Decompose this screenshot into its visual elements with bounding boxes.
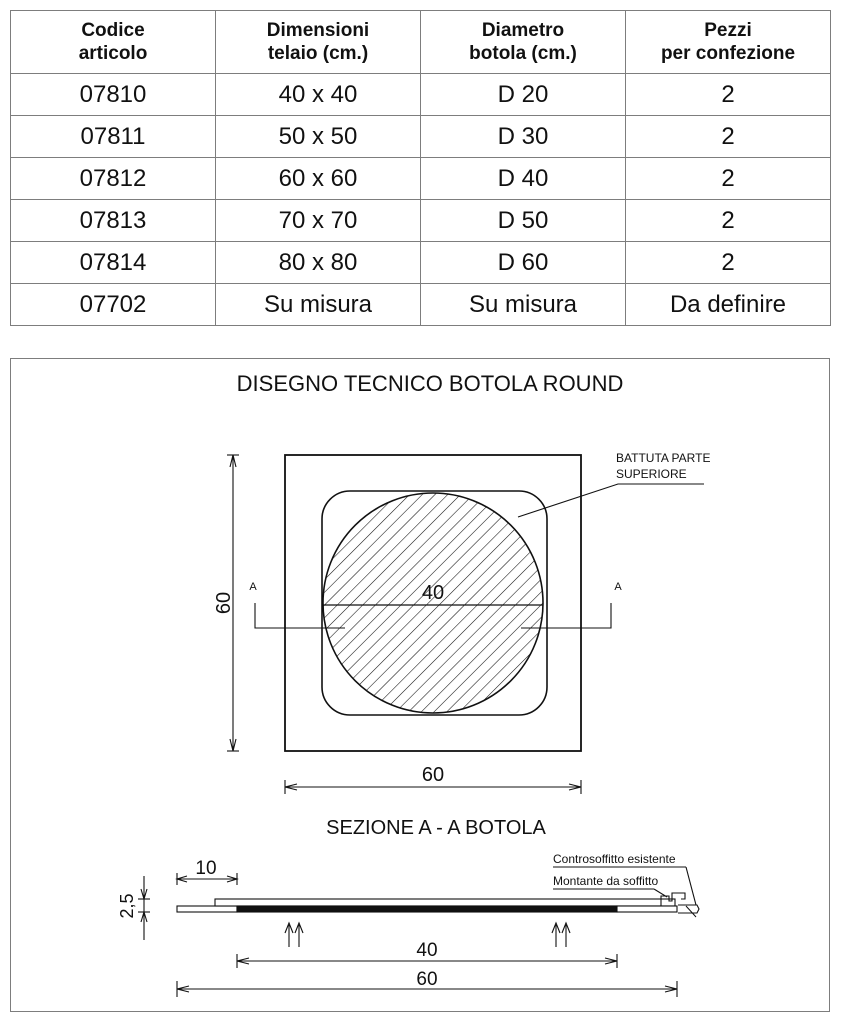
cell-code: 07702	[11, 284, 216, 326]
cell-diameter: D 30	[421, 116, 626, 158]
section-title: SEZIONE A - A BOTOLA	[326, 817, 546, 839]
header-code: Codice articolo	[11, 11, 216, 74]
cell-diameter: D 50	[421, 200, 626, 242]
cell-pieces: 2	[626, 158, 831, 200]
cell-code: 07810	[11, 74, 216, 116]
dim-thickness-label: 2,5	[117, 893, 137, 919]
plan-height-label: 60	[213, 591, 235, 615]
plan-diameter-label: 40	[421, 582, 445, 604]
header-pieces: Pezzi per confezione	[626, 11, 831, 74]
cell-diameter: D 40	[421, 158, 626, 200]
cell-diameter: D 60	[421, 242, 626, 284]
cell-pieces: 2	[626, 200, 831, 242]
cell-pieces: 2	[626, 242, 831, 284]
cell-frame: 70 x 70	[216, 200, 421, 242]
section-marker-left: A	[249, 581, 257, 593]
dim-opening-label: 40	[416, 940, 438, 961]
frame-body	[215, 899, 675, 906]
cell-frame: 50 x 50	[216, 116, 421, 158]
cell-frame: 80 x 80	[216, 242, 421, 284]
callout-line-1: BATTUTA PARTE	[616, 451, 711, 465]
cell-code: 07814	[11, 242, 216, 284]
section-marker-right: A	[614, 581, 622, 593]
cell-frame: 40 x 40	[216, 74, 421, 116]
plan-width-label: 60	[421, 764, 445, 786]
dim-overlap-label: 10	[195, 858, 217, 879]
dim-total-label: 60	[416, 969, 438, 990]
cell-frame: Su misura	[216, 284, 421, 326]
cell-pieces: 2	[626, 116, 831, 158]
cell-code: 07811	[11, 116, 216, 158]
cell-frame: 60 x 60	[216, 158, 421, 200]
hatch-panel	[237, 906, 617, 912]
frame-left-flange	[177, 906, 237, 912]
cell-pieces: 2	[626, 74, 831, 116]
cell-code: 07813	[11, 200, 216, 242]
cell-pieces: Da definire	[626, 284, 831, 326]
header-diameter: Diametro botola (cm.)	[421, 11, 626, 74]
header-frame: Dimensioni telaio (cm.)	[216, 11, 421, 74]
callout-line-2: SUPERIORE	[616, 467, 687, 481]
drawing-title: DISEGNO TECNICO BOTOLA ROUND	[236, 371, 624, 396]
label-existing-ceiling: Controsoffitto esistente	[553, 852, 676, 866]
label-ceiling-stud: Montante da soffitto	[553, 874, 659, 888]
plan-view	[227, 455, 704, 794]
cell-diameter: Su misura	[421, 284, 626, 326]
frame-right-flange	[617, 906, 677, 912]
cell-code: 07812	[11, 158, 216, 200]
cell-diameter: D 20	[421, 74, 626, 116]
